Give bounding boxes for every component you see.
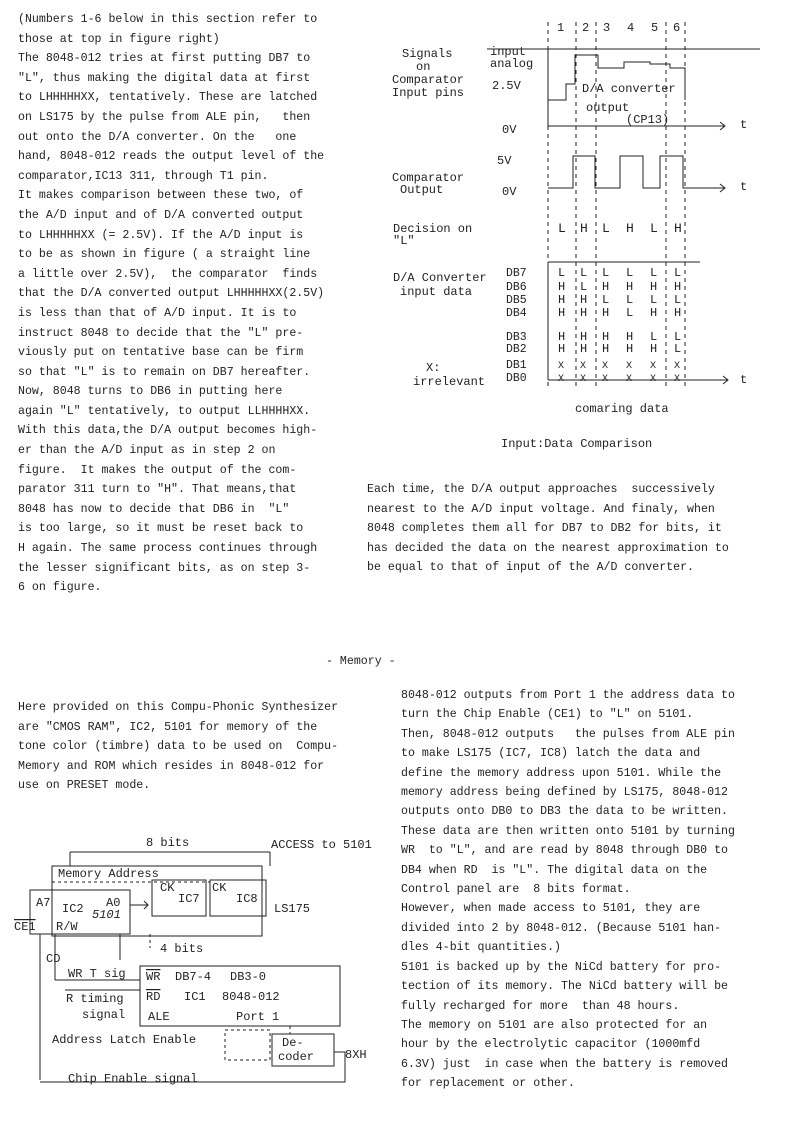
rw: R/W bbox=[56, 920, 78, 934]
bit-cell: H bbox=[558, 330, 566, 344]
figure1-step-numbers bbox=[557, 21, 680, 35]
da-input-label-1: input data bbox=[400, 285, 473, 299]
left-paragraph-line: figure. It makes the output of the com- bbox=[18, 463, 297, 477]
memory-right-line: for replacement or other. bbox=[401, 1077, 575, 1091]
db-hi: DB7-4 bbox=[175, 970, 212, 984]
decision-1: L bbox=[558, 221, 566, 236]
ale: ALE bbox=[148, 1010, 170, 1024]
bit-cell: X bbox=[674, 361, 681, 372]
ic1: IC1 bbox=[184, 990, 206, 1004]
left-paragraph-line: The 8048-012 tries at first putting DB7 to bbox=[18, 52, 311, 66]
bit-cell: H bbox=[674, 306, 682, 320]
left-paragraph-line: is too large, so it must be reset back to bbox=[18, 522, 304, 536]
decision-3: L bbox=[602, 221, 610, 236]
rd: RD bbox=[146, 990, 161, 1004]
decision-4: H bbox=[626, 221, 634, 236]
decoder-0: De- bbox=[282, 1036, 304, 1050]
bit-cell: X bbox=[650, 361, 657, 372]
bit-cell: H bbox=[650, 342, 658, 356]
wr: WR bbox=[146, 970, 161, 984]
signals-label-0: Signals bbox=[402, 47, 453, 61]
right-paragraph-line: be equal to that of input of the A/D converter. bbox=[367, 561, 694, 574]
memory-right-line: WR to "L", and are read by 8048 through DB0 to bbox=[401, 844, 728, 858]
decision-6: H bbox=[674, 221, 682, 236]
bit-label-db0: DB0 bbox=[506, 372, 527, 385]
left-paragraph-line: to be as shown in figure ( a straight line bbox=[18, 248, 311, 262]
memory-left-line: Here provided on this Compu-Phonic Synthesizer bbox=[18, 701, 339, 714]
bit-cell: X bbox=[602, 361, 609, 372]
input-analog-1: analog bbox=[490, 57, 534, 71]
bit-cell: H bbox=[580, 342, 588, 356]
chip-enable-signal: Chip Enable signal bbox=[68, 1072, 198, 1086]
bit-cell: H bbox=[580, 293, 588, 307]
da-output-2: (CP13) bbox=[626, 113, 670, 127]
figure2-labels bbox=[14, 836, 372, 1086]
signals-label-1: on bbox=[416, 60, 431, 74]
cd: CD bbox=[46, 952, 61, 966]
left-paragraph-line: to LHHHHHXX, tentatively. These are latched bbox=[18, 91, 318, 105]
bit-cell: L bbox=[674, 293, 682, 307]
left-paragraph-line: viously put on tentative base can be firm bbox=[18, 346, 304, 360]
left-paragraph-line: instruct 8048 to decide that the "L" pre- bbox=[18, 326, 304, 340]
memory-right-line: fully recharged for more than 48 hours. bbox=[401, 999, 680, 1013]
memory-right-line: divided into 2 by 8048-012. (Because 5101 han- bbox=[401, 921, 722, 935]
ls175: LS175 bbox=[274, 902, 311, 916]
memory-left-line: are "CMOS RAM", IC2, 5101 for memory of the bbox=[18, 720, 318, 734]
da-output-0: D/A converter bbox=[582, 82, 676, 96]
bit-cell: H bbox=[626, 280, 634, 294]
bit-cell: H bbox=[558, 293, 566, 307]
memory-right-line: dles 4-bit quantities.) bbox=[401, 941, 562, 955]
bit-cell: X bbox=[674, 374, 681, 385]
memory-right-line: Then, 8048-012 outputs the pulses from ALE pin bbox=[401, 727, 735, 741]
decision-5: L bbox=[650, 221, 658, 236]
bit-cell: X bbox=[650, 374, 657, 385]
memory-right-line: define the memory address upon 5101. While the bbox=[401, 766, 722, 780]
left-paragraph-line: It makes comparison between these two, of bbox=[18, 189, 304, 203]
bit-label-db4: DB4 bbox=[506, 307, 527, 320]
left-paragraph-line: 6 on figure. bbox=[18, 581, 102, 595]
memory-right-line: outputs onto DB0 to DB3 the data to be written. bbox=[401, 805, 728, 819]
step-2: 2 bbox=[582, 21, 590, 35]
memory-right-line: Control panel are 8 bits format. bbox=[401, 883, 631, 897]
address-latch-enable: Address Latch Enable bbox=[52, 1033, 197, 1047]
r-timing-1: signal bbox=[82, 1008, 126, 1022]
bit-cell: H bbox=[602, 306, 610, 320]
bit-cell: H bbox=[674, 280, 682, 294]
a7: A7 bbox=[36, 896, 51, 910]
ic2-part: 5101 bbox=[92, 908, 121, 922]
bit-label-db2: DB2 bbox=[506, 343, 527, 356]
bit-cell: X bbox=[558, 374, 565, 385]
left-paragraph-line: the A/D input and of D/A converted output bbox=[18, 208, 304, 222]
signals-label-2: Comparator bbox=[392, 73, 465, 87]
bits-8: 8 bits bbox=[146, 836, 190, 850]
memory-right-line: However, when made access to 5101, they are bbox=[401, 902, 701, 916]
comparing-data-label: comaring data bbox=[575, 402, 669, 416]
da-output-1: output bbox=[586, 101, 630, 115]
decoder-1: coder bbox=[278, 1050, 315, 1064]
memory-right-line: hour by the electrolytic capacitor (1000mfd bbox=[401, 1038, 701, 1052]
bit-label-db3: DB3 bbox=[506, 331, 527, 344]
signals-label-3: Input pins bbox=[392, 86, 465, 100]
bit-cell: L bbox=[626, 306, 634, 320]
left-paragraph-line: out onto the D/A converter. On the one bbox=[18, 130, 297, 144]
memory-address: Memory Address bbox=[58, 867, 159, 881]
db-lo: DB3-0 bbox=[230, 970, 267, 984]
bit-label-db6: DB6 bbox=[506, 281, 527, 294]
left-paragraph-line: (Numbers 1-6 below in this section refer to bbox=[18, 13, 318, 26]
left-paragraph-line: a little over 2.5V), the comparator finds bbox=[18, 267, 318, 281]
bit-cell: H bbox=[650, 280, 658, 294]
left-paragraph-line: so that "L" is to remain on DB7 hereafter. bbox=[18, 365, 311, 379]
figure-data-comparison bbox=[487, 22, 760, 390]
step-3: 3 bbox=[603, 21, 611, 35]
t-label-3: t bbox=[740, 373, 748, 387]
comparator-output-1: Output bbox=[400, 183, 444, 197]
bit-cell: H bbox=[626, 342, 634, 356]
input-analog-0: input bbox=[490, 45, 527, 59]
left-paragraph-line: the lesser significant bits, as on step 3- bbox=[18, 561, 311, 575]
decision-row bbox=[558, 221, 682, 236]
left-paragraph-line: is less than that of A/D input. It is to bbox=[18, 306, 297, 320]
step-4: 4 bbox=[627, 21, 635, 35]
x-label-0: X: bbox=[426, 361, 441, 375]
left-paragraph-line: on LS175 by the pulse from ALE pin, then bbox=[18, 110, 311, 124]
figure1-caption: Input:Data Comparison bbox=[501, 437, 653, 451]
memory-right-line: These data are then written onto 5101 by turning bbox=[401, 824, 735, 838]
bit-cell: L bbox=[674, 266, 682, 280]
ic2: IC2 bbox=[62, 902, 84, 916]
decision-label-1: "L" bbox=[393, 234, 415, 248]
step-5: 5 bbox=[651, 21, 659, 35]
bit-cell: H bbox=[602, 330, 610, 344]
left-paragraph-line: er than the A/D input as in step 2 on bbox=[18, 444, 276, 458]
bit-cell: L bbox=[650, 330, 658, 344]
t-label-1: t bbox=[740, 118, 748, 132]
bit-cell: X bbox=[626, 374, 633, 385]
bits-4: 4 bits bbox=[160, 942, 204, 956]
a0: A0 bbox=[106, 896, 121, 910]
bit-label-db5: DB5 bbox=[506, 294, 527, 307]
memory-right-line: DB4 when RD is "L". The digital data on the bbox=[401, 863, 708, 877]
bit-cell: H bbox=[558, 280, 566, 294]
bit-cell: X bbox=[626, 361, 633, 372]
xh8: 8XH bbox=[345, 1048, 367, 1062]
zero-v-1: 0V bbox=[502, 123, 517, 137]
volt-2-5: 2.5V bbox=[492, 79, 521, 93]
bit-labels bbox=[506, 267, 527, 385]
bit-cell: H bbox=[626, 330, 634, 344]
bit-cell: L bbox=[674, 342, 682, 356]
bit-cell: L bbox=[650, 293, 658, 307]
bit-cell: H bbox=[602, 342, 610, 356]
bit-cell: L bbox=[674, 330, 682, 344]
bit-cell: H bbox=[580, 330, 588, 344]
memory-left-line: tone color (timbre) data to be used on Compu- bbox=[18, 740, 339, 754]
left-paragraph-line: H again. The same process continues through bbox=[18, 542, 318, 556]
memory-right-line: The memory on 5101 are also protected for an bbox=[401, 1018, 708, 1032]
memory-right-line: 5101 is backed up by the NiCd battery for pro- bbox=[401, 960, 722, 974]
bit-label-db7: DB7 bbox=[506, 267, 527, 280]
memory-left-line: Memory and ROM which resides in 8048-012 for bbox=[18, 759, 325, 773]
right-paragraph-line: has decided the data on the nearest approximation to bbox=[367, 541, 729, 555]
bit-cell: L bbox=[558, 266, 566, 280]
memory-left-line: use on PRESET mode. bbox=[18, 779, 151, 793]
bit-label-db1: DB1 bbox=[506, 359, 527, 372]
zero-v-2: 0V bbox=[502, 185, 517, 199]
right-paragraph-line: nearest to the A/D input voltage. And finaly, when bbox=[367, 502, 715, 516]
left-paragraph-line: 8048 has now to decide that DB6 in "L" bbox=[18, 502, 290, 516]
comparator-output-0: Comparator bbox=[392, 171, 465, 185]
bit-cell: H bbox=[558, 342, 566, 356]
ic8: IC8 bbox=[236, 892, 258, 906]
left-paragraph-line: With this data,the D/A output becomes high- bbox=[18, 424, 318, 438]
memory-right-line: tection of its memory. The NiCd battery will be bbox=[401, 980, 728, 994]
ic1-part: 8048-012 bbox=[222, 990, 280, 1004]
left-paragraph-line: Now, 8048 turns to DB6 in putting here bbox=[18, 385, 283, 399]
left-paragraph-line: that the D/A converted output LHHHHHXX(2.5V) bbox=[18, 287, 325, 301]
wr-t-sig: WR T sig bbox=[68, 967, 126, 981]
bit-cell: H bbox=[558, 306, 566, 320]
bit-cell: X bbox=[580, 374, 587, 385]
bit-cell: X bbox=[580, 361, 587, 372]
left-paragraph-line: again "L" tentatively, to output LLHHHHXX. bbox=[18, 404, 311, 418]
step-6: 6 bbox=[673, 21, 681, 35]
access-title: ACCESS to 5101 bbox=[271, 838, 372, 852]
bit-cell: L bbox=[626, 266, 634, 280]
bit-cell: X bbox=[558, 361, 565, 372]
memory-right-line: 6.3V) just in case when the battery is removed bbox=[401, 1057, 728, 1071]
bit-cell: X bbox=[602, 374, 609, 385]
memory-section-title: - Memory - bbox=[326, 655, 396, 668]
figure1-labels bbox=[392, 45, 747, 451]
r-timing-0: R timing bbox=[66, 992, 124, 1006]
decision-label-0: Decision on bbox=[393, 222, 473, 236]
bit-cell: L bbox=[650, 266, 658, 280]
memory-right-line: turn the Chip Enable (CE1) to "L" on 5101. bbox=[401, 708, 694, 722]
memory-right-line: to make LS175 (IC7, IC8) latch the data and bbox=[401, 747, 701, 761]
bit-cell: L bbox=[626, 293, 634, 307]
bit-cell: H bbox=[650, 306, 658, 320]
left-paragraph-line: to LHHHHHXX (= 2.5V). If the A/D input is bbox=[18, 228, 304, 242]
right-paragraph-line: 8048 completes them all for DB7 to DB2 for bits, it bbox=[367, 522, 722, 535]
left-paragraph-line: hand, 8048-012 reads the output level of the bbox=[18, 150, 325, 164]
left-paragraph-line: parator 311 turn to "H". That means,that bbox=[18, 483, 297, 497]
memory-right-line: 8048-012 outputs from Port 1 the address data to bbox=[401, 689, 735, 702]
x-label-1: irrelevant bbox=[413, 375, 486, 389]
t-label-2: t bbox=[740, 180, 748, 194]
da-input-label-0: D/A Converter bbox=[393, 271, 487, 285]
left-paragraph-line: "L", thus making the digital data at first bbox=[18, 71, 311, 85]
left-paragraph-line: comparator,IC13 311, through T1 pin. bbox=[18, 169, 269, 183]
ck-2: CK bbox=[212, 881, 227, 895]
left-paragraph-line: those at top in figure right) bbox=[18, 32, 220, 46]
right-paragraph-line: Each time, the D/A output approaches successively bbox=[367, 483, 715, 496]
decision-2: H bbox=[580, 221, 588, 236]
ic7: IC7 bbox=[178, 892, 200, 906]
bit-cell: H bbox=[602, 280, 610, 294]
bit-cell: L bbox=[580, 266, 588, 280]
bit-cell: L bbox=[602, 266, 610, 280]
memory-right-line: memory address being defined by LS175, 8048-012 bbox=[401, 786, 728, 800]
bit-cell: H bbox=[580, 306, 588, 320]
bit-cell: L bbox=[580, 280, 588, 294]
bit-cell: L bbox=[602, 293, 610, 307]
ce1: CE1 bbox=[14, 920, 36, 934]
step-1: 1 bbox=[557, 21, 565, 35]
ck-1: CK bbox=[160, 881, 175, 895]
port1: Port 1 bbox=[236, 1010, 280, 1024]
five-v: 5V bbox=[497, 154, 512, 168]
